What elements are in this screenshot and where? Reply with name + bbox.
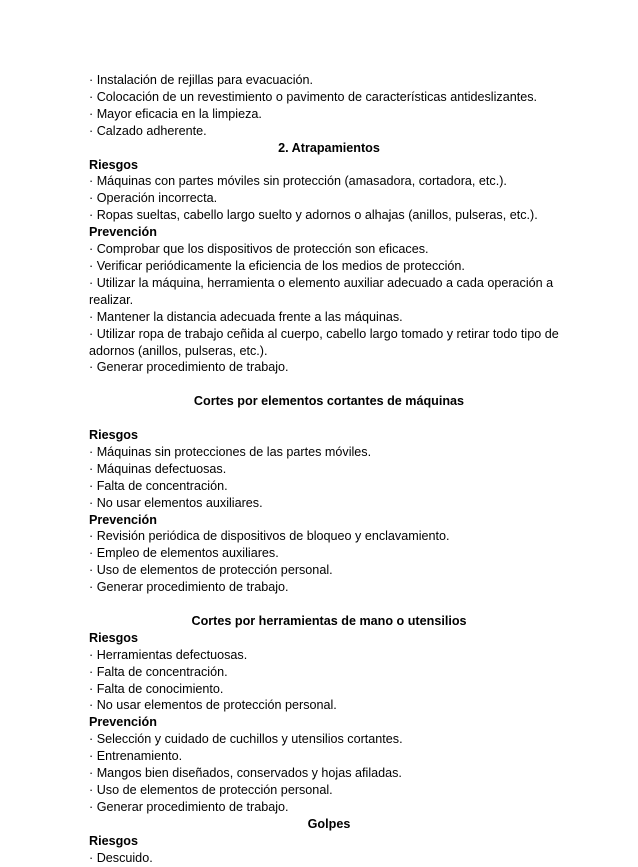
list-item: · Falta de concentración. [89,664,228,679]
list-item: · Descuido. [89,850,153,865]
list-item: · Mayor eficacia en la limpieza. [89,106,262,121]
list-item: · Selección y cuidado de cuchillos y utensilios cortantes. [89,732,403,747]
section-title: Cortes por elementos cortantes de máquinas [193,394,465,409]
list-item: · Utilizar la máquina, herramienta o elemento auxiliar adecuado a cada operación a realizar. [89,275,554,307]
list-item: · Instalación de rejillas para evacuación. [89,73,314,87]
list-item: · Falta de concentración. [89,478,228,493]
section-title: 2. Atrapamientos [278,140,380,155]
list-item: · Operación incorrecta. [89,191,218,206]
list-item: · Máquinas con partes móviles sin protección (amasadora, cortadora, etc.). [89,174,507,189]
list-item: · Mangos bien diseñados, conservados y hojas afiladas. [89,766,402,781]
list-item: · No usar elementos auxiliares. [89,495,263,510]
document-page [89,72,569,867]
riesgos-heading: Riesgos [89,630,138,645]
prevencion-heading: Prevención [89,225,157,240]
list-item: · Generar procedimiento de trabajo. [89,360,289,375]
list-item: · Revisión periódica de dispositivos de bloqueo y enclavamiento. [89,529,450,544]
riesgos-heading: Riesgos [89,157,138,172]
riesgos-heading: Riesgos [89,833,138,848]
list-item: · Falta de conocimiento. [89,681,224,696]
list-item: · Mantener la distancia adecuada frente a las máquinas. [89,309,403,324]
spacer [89,410,569,427]
list-item: · Colocación de un revestimiento o pavimento de características antideslizantes. [89,89,538,104]
list-item: · Uso de elementos de protección personal. [89,563,333,578]
list-item: · Ropas sueltas, cabello largo suelto y adornos o alhajas (anillos, pulseras, etc.). [89,208,538,223]
prevencion-heading: Prevención [89,715,157,730]
list-item: · Verificar periódicamente la eficiencia de los medios de protección. [89,258,465,273]
list-item: · Máquinas defectuosas. [89,461,227,476]
list-item: · Comprobar que los dispositivos de protección son eficaces. [89,242,429,257]
list-item: · Máquinas sin protecciones de las partes móviles. [89,444,372,459]
list-item: · Uso de elementos de protección personal. [89,783,333,798]
list-item: · Generar procedimiento de trabajo. [89,580,289,595]
list-item: · Calzado adherente. [89,123,207,138]
list-item: · Entrenamiento. [89,749,183,764]
prevencion-heading: Prevención [89,512,157,527]
section-title: Cortes por herramientas de mano o utensilios [191,613,467,628]
section-title: Golpes [307,816,351,831]
section-atrapamientos [89,140,569,377]
list-item: · No usar elementos de protección personal. [89,698,337,713]
section-cortes-herramientas [89,613,569,816]
intro-list [89,72,569,140]
list-item: · Utilizar ropa de trabajo ceñida al cuerpo, cabello largo tomado y retirar todo tipo de adornos (anillos, pulseras, etc.). [89,326,559,358]
section-golpes [89,816,569,867]
list-item: · Herramientas defectuosas. [89,647,248,662]
list-item: · Generar procedimiento de trabajo. [89,799,289,814]
section-cortes-maquinas [89,393,569,596]
list-item: · Empleo de elementos auxiliares. [89,546,279,561]
spacer [89,596,569,613]
riesgos-heading: Riesgos [89,428,138,442]
spacer [89,376,569,393]
